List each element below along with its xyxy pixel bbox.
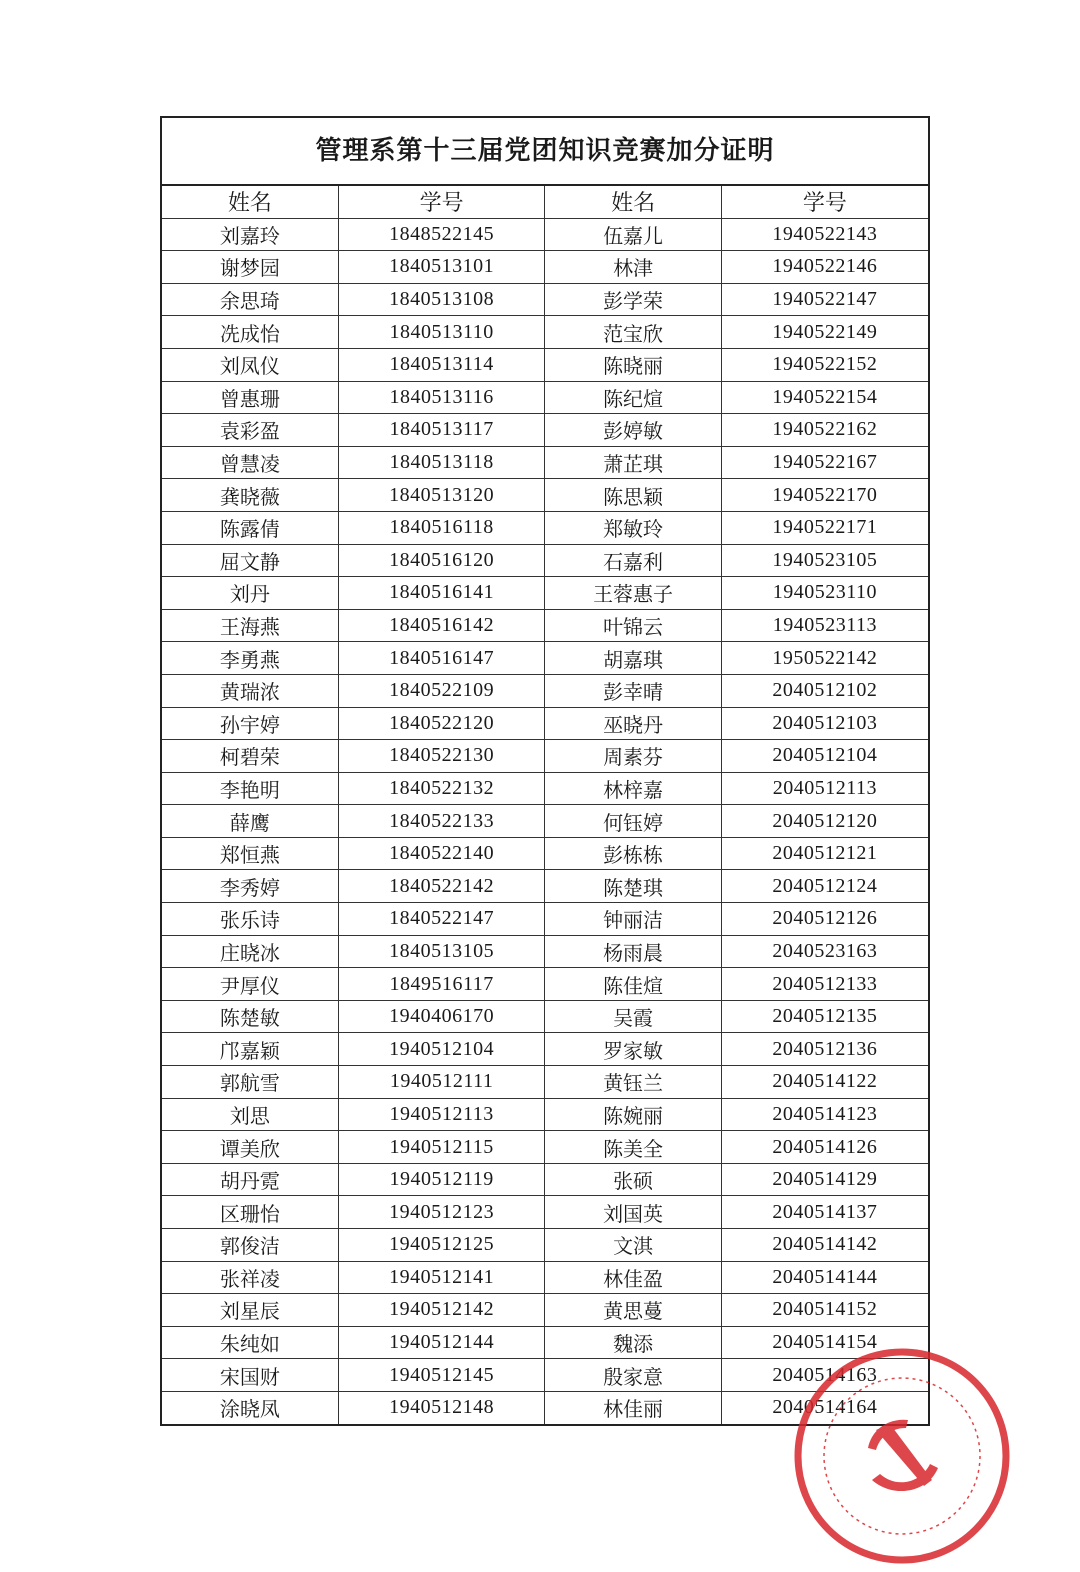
- student-name: 李勇燕: [162, 642, 338, 675]
- student-id: 1940512111: [338, 1066, 545, 1099]
- student-name: 庄晓冰: [162, 935, 338, 968]
- table-row: [162, 968, 928, 1001]
- student-name: 张乐诗: [162, 903, 338, 936]
- table-row: [162, 1196, 928, 1229]
- student-name: 冼成怡: [162, 316, 338, 349]
- table-row: [162, 283, 928, 316]
- student-id: 1840522147: [338, 903, 545, 936]
- student-id: 2040512113: [721, 772, 928, 805]
- student-name: 何钰婷: [545, 805, 721, 838]
- student-id: 1940512123: [338, 1196, 545, 1229]
- student-name: 谭美欣: [162, 1131, 338, 1164]
- student-name: 张硕: [545, 1163, 721, 1196]
- student-name: 柯碧荣: [162, 740, 338, 773]
- student-id: 1840516120: [338, 544, 545, 577]
- student-name: 文淇: [545, 1229, 721, 1262]
- student-id: 1940522146: [721, 251, 928, 284]
- document-title: 管理系第十三届党团知识竞赛加分证明: [162, 118, 928, 186]
- student-name: 石嘉利: [545, 544, 721, 577]
- table-row: [162, 348, 928, 381]
- student-name: 吴霞: [545, 1000, 721, 1033]
- student-id: 1940512141: [338, 1261, 545, 1294]
- student-id: 2040512136: [721, 1033, 928, 1066]
- table-row: [162, 837, 928, 870]
- student-name: 周素芬: [545, 740, 721, 773]
- student-id: 2040512133: [721, 968, 928, 1001]
- student-id: 1840516118: [338, 511, 545, 544]
- student-id: 2040514164: [721, 1391, 928, 1423]
- student-id: 2040514154: [721, 1326, 928, 1359]
- student-id: 1940522149: [721, 316, 928, 349]
- student-name: 刘凤仪: [162, 348, 338, 381]
- student-name: 林津: [545, 251, 721, 284]
- student-name: 区珊怡: [162, 1196, 338, 1229]
- table-row: [162, 707, 928, 740]
- student-id: 1940523105: [721, 544, 928, 577]
- table-row: [162, 1066, 928, 1099]
- student-name: 陈楚敏: [162, 1000, 338, 1033]
- student-id: 2040512124: [721, 870, 928, 903]
- table-row: [162, 1098, 928, 1131]
- student-id: 2040523163: [721, 935, 928, 968]
- student-name: 刘星辰: [162, 1294, 338, 1327]
- student-name: 陈楚琪: [545, 870, 721, 903]
- student-name: 陈晓丽: [545, 348, 721, 381]
- student-id: 1840522120: [338, 707, 545, 740]
- student-id: 2040512103: [721, 707, 928, 740]
- student-name: 叶锦云: [545, 609, 721, 642]
- student-id: 1840513117: [338, 414, 545, 447]
- table-row: [162, 511, 928, 544]
- student-name: 曾惠珊: [162, 381, 338, 414]
- table-row: [162, 1163, 928, 1196]
- student-id: 1940512142: [338, 1294, 545, 1327]
- student-id: 1840513105: [338, 935, 545, 968]
- student-name: 王海燕: [162, 609, 338, 642]
- student-id: 1950522142: [721, 642, 928, 675]
- student-name: 伍嘉儿: [545, 218, 721, 251]
- student-name: 黄瑞浓: [162, 674, 338, 707]
- student-id: 1840522130: [338, 740, 545, 773]
- student-id: 1840516141: [338, 577, 545, 610]
- student-id: 1940512104: [338, 1033, 545, 1066]
- student-id: 2040514123: [721, 1098, 928, 1131]
- student-id: 2040514137: [721, 1196, 928, 1229]
- student-id: 1840513120: [338, 479, 545, 512]
- student-table: [162, 186, 928, 1424]
- student-name: 王蓉惠子: [545, 577, 721, 610]
- student-name: 殷家意: [545, 1359, 721, 1392]
- student-id: 1849516117: [338, 968, 545, 1001]
- table-row: [162, 446, 928, 479]
- header-id-left: 学号: [338, 186, 545, 218]
- table-row: [162, 414, 928, 447]
- table-row: [162, 381, 928, 414]
- student-id: 1940522154: [721, 381, 928, 414]
- student-id: 2040514126: [721, 1131, 928, 1164]
- student-name: 林佳盈: [545, 1261, 721, 1294]
- student-id: 2040514163: [721, 1359, 928, 1392]
- student-name: 陈纪煊: [545, 381, 721, 414]
- student-name: 刘嘉玲: [162, 218, 338, 251]
- table-row: [162, 251, 928, 284]
- student-id: 1840513108: [338, 283, 545, 316]
- student-name: 胡丹霓: [162, 1163, 338, 1196]
- student-id: 1940523110: [721, 577, 928, 610]
- student-id: 1840513101: [338, 251, 545, 284]
- student-id: 1940512148: [338, 1391, 545, 1423]
- student-name: 龚晓薇: [162, 479, 338, 512]
- student-id: 1940522152: [721, 348, 928, 381]
- header-name-right: 姓名: [545, 186, 721, 218]
- student-id: 2040514129: [721, 1163, 928, 1196]
- student-id: 1840513118: [338, 446, 545, 479]
- official-seal: [786, 1340, 1018, 1572]
- student-name: 刘丹: [162, 577, 338, 610]
- student-id: 1940512125: [338, 1229, 545, 1262]
- student-name: 袁彩盈: [162, 414, 338, 447]
- student-name: 谢梦园: [162, 251, 338, 284]
- table-row: [162, 316, 928, 349]
- table-row: [162, 674, 928, 707]
- table-row: [162, 1000, 928, 1033]
- student-name: 陈思颖: [545, 479, 721, 512]
- student-id: 2040514152: [721, 1294, 928, 1327]
- student-id: 2040512120: [721, 805, 928, 838]
- table-row: [162, 577, 928, 610]
- student-name: 邝嘉颖: [162, 1033, 338, 1066]
- student-name: 郑敏玲: [545, 511, 721, 544]
- student-id: 1840513114: [338, 348, 545, 381]
- student-name: 宋国财: [162, 1359, 338, 1392]
- student-id: 1840522142: [338, 870, 545, 903]
- student-id: 1840522133: [338, 805, 545, 838]
- student-id: 1940512113: [338, 1098, 545, 1131]
- student-name: 陈婉丽: [545, 1098, 721, 1131]
- table-row: [162, 544, 928, 577]
- student-id: 1940522162: [721, 414, 928, 447]
- student-name: 林佳丽: [545, 1391, 721, 1423]
- student-name: 林梓嘉: [545, 772, 721, 805]
- table-row: [162, 805, 928, 838]
- student-id: 1940522147: [721, 283, 928, 316]
- student-id: 2040514142: [721, 1229, 928, 1262]
- certificate-table-sheet: [160, 116, 930, 1426]
- student-name: 刘国英: [545, 1196, 721, 1229]
- table-header-row: [162, 186, 928, 218]
- student-name: 彭栋栋: [545, 837, 721, 870]
- student-id: 1940522167: [721, 446, 928, 479]
- student-name: 陈露倩: [162, 511, 338, 544]
- student-name: 屈文静: [162, 544, 338, 577]
- table-row: [162, 870, 928, 903]
- student-name: 郑恒燕: [162, 837, 338, 870]
- student-id: 2040512135: [721, 1000, 928, 1033]
- student-id: 1940522143: [721, 218, 928, 251]
- student-name: 张祥凌: [162, 1261, 338, 1294]
- table-row: [162, 772, 928, 805]
- student-name: 陈美全: [545, 1131, 721, 1164]
- student-name: 曾慧凌: [162, 446, 338, 479]
- student-id: 2040514144: [721, 1261, 928, 1294]
- table-row: [162, 1261, 928, 1294]
- table-row: [162, 1229, 928, 1262]
- student-name: 杨雨晨: [545, 935, 721, 968]
- table-row: [162, 903, 928, 936]
- student-id: 1840516142: [338, 609, 545, 642]
- student-name: 刘思: [162, 1098, 338, 1131]
- student-id: 1940522171: [721, 511, 928, 544]
- student-id: 1940523113: [721, 609, 928, 642]
- student-id: 1940522170: [721, 479, 928, 512]
- student-name: 胡嘉琪: [545, 642, 721, 675]
- student-id: 1840522109: [338, 674, 545, 707]
- student-id: 1940406170: [338, 1000, 545, 1033]
- student-id: 2040512126: [721, 903, 928, 936]
- student-name: 尹厚仪: [162, 968, 338, 1001]
- student-name: 孙宇婷: [162, 707, 338, 740]
- student-name: 彭学荣: [545, 283, 721, 316]
- table-body: [162, 218, 928, 1423]
- student-name: 钟丽洁: [545, 903, 721, 936]
- student-id: 1940512145: [338, 1359, 545, 1392]
- student-id: 2040512121: [721, 837, 928, 870]
- student-name: 黄钰兰: [545, 1066, 721, 1099]
- table-row: [162, 479, 928, 512]
- student-name: 魏添: [545, 1326, 721, 1359]
- student-id: 1840522140: [338, 837, 545, 870]
- student-name: 李艳明: [162, 772, 338, 805]
- table-row: [162, 1131, 928, 1164]
- table-row: [162, 740, 928, 773]
- student-id: 1940512115: [338, 1131, 545, 1164]
- student-id: 1940512144: [338, 1326, 545, 1359]
- student-name: 范宝欣: [545, 316, 721, 349]
- student-name: 郭航雪: [162, 1066, 338, 1099]
- header-id-right: 学号: [721, 186, 928, 218]
- student-name: 朱纯如: [162, 1326, 338, 1359]
- student-name: 陈佳煊: [545, 968, 721, 1001]
- party-emblem-icon: [868, 1420, 938, 1491]
- student-name: 薛鹰: [162, 805, 338, 838]
- table-row: [162, 642, 928, 675]
- table-row: [162, 935, 928, 968]
- student-name: 余思琦: [162, 283, 338, 316]
- student-id: 2040512104: [721, 740, 928, 773]
- table-row: [162, 609, 928, 642]
- student-name: 彭婷敏: [545, 414, 721, 447]
- student-name: 罗家敏: [545, 1033, 721, 1066]
- student-id: 1940512119: [338, 1163, 545, 1196]
- student-name: 巫晓丹: [545, 707, 721, 740]
- student-id: 1840516147: [338, 642, 545, 675]
- student-id: 2040514122: [721, 1066, 928, 1099]
- header-name-left: 姓名: [162, 186, 338, 218]
- student-name: 郭俊洁: [162, 1229, 338, 1262]
- student-name: 黄思蔓: [545, 1294, 721, 1327]
- student-id: 1840513116: [338, 381, 545, 414]
- student-id: 1840513110: [338, 316, 545, 349]
- student-name: 彭幸晴: [545, 674, 721, 707]
- student-name: 萧芷琪: [545, 446, 721, 479]
- student-id: 1848522145: [338, 218, 545, 251]
- table-row: [162, 1294, 928, 1327]
- table-row: [162, 1033, 928, 1066]
- student-id: 1840522132: [338, 772, 545, 805]
- student-name: 李秀婷: [162, 870, 338, 903]
- table-row: [162, 218, 928, 251]
- student-name: 涂晓凤: [162, 1391, 338, 1423]
- student-id: 2040512102: [721, 674, 928, 707]
